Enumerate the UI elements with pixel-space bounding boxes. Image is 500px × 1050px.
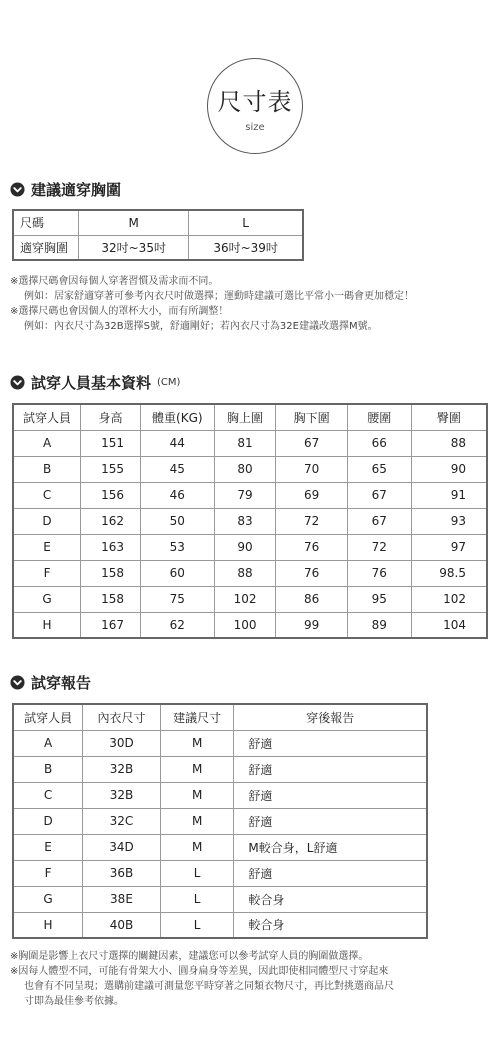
column-header: 胸上圍 [214,404,276,430]
table-cell: 80 [214,456,276,482]
table-cell: 79 [214,482,276,508]
column-header: 內衣尺寸 [83,704,161,730]
table-cell: L [160,886,234,912]
column-header: 穿後報告 [234,704,427,730]
table-cell: 60 [140,560,214,586]
table-row [13,430,487,456]
table-cell: 155 [81,456,141,482]
section-title: 試穿報告 [31,673,92,692]
table-cell: 98.5 [411,560,487,586]
table-cell: 69 [276,482,348,508]
table-cell: 158 [81,586,141,612]
table-cell: M較合身，L舒適 [234,834,427,860]
table-cell: 90 [214,534,276,560]
column-header: 胸下圍 [276,404,348,430]
table-cell: 44 [140,430,214,456]
table-cell: 76 [347,560,411,586]
table-cell: 100 [214,612,276,638]
table-cell: 72 [347,534,411,560]
column-header: 試穿人員 [13,704,83,730]
table-cell: 67 [347,482,411,508]
table-cell: E [13,534,81,560]
table-row [13,730,427,756]
table-cell: 156 [81,482,141,508]
table-cell: 舒適 [234,730,427,756]
section-tester-info-header [10,372,180,392]
table-cell: 86 [276,586,348,612]
title-badge [207,58,303,154]
table-cell: 65 [347,456,411,482]
table-cell: D [13,808,83,834]
table-cell: 45 [140,456,214,482]
table-cell: 76 [276,534,348,560]
column-header: 建議尺寸 [160,704,234,730]
table-row [13,860,427,886]
table-cell: D [13,508,81,534]
table-cell: 較合身 [234,912,427,938]
table-cell: 舒適 [234,860,427,886]
table-cell: H [13,612,81,638]
table-cell: F [13,860,83,886]
table-cell: 舒適 [234,808,427,834]
table-cell: 89 [347,612,411,638]
table-row [13,912,427,938]
table-row [13,586,487,612]
page-title: 尺寸表 [217,88,293,116]
trial-report-table [12,703,428,939]
table-cell: 67 [276,430,348,456]
table-cell: 舒適 [234,782,427,808]
table-cell: M [160,730,234,756]
table-row [13,808,427,834]
table-cell: 72 [276,508,348,534]
note-line: ※選擇尺碼會因每個人穿著習慣及需求而不同。 [10,276,219,287]
table-cell: L [160,912,234,938]
table-cell: 較合身 [234,886,427,912]
table-cell: 尺碼 [13,210,79,235]
table-row [13,210,303,235]
table-cell: A [13,730,83,756]
table-cell: 99 [276,612,348,638]
table-cell: 32B [83,782,161,808]
table-row [13,782,427,808]
table-cell: 30D [83,730,161,756]
table-cell: L [189,210,303,235]
table-cell: 95 [347,586,411,612]
table-cell: G [13,586,81,612]
table-cell: B [13,456,81,482]
table-cell: F [13,560,81,586]
column-header: 體重(KG) [140,404,214,430]
table-cell: 62 [140,612,214,638]
table-cell: 32C [83,808,161,834]
table-cell: 32吋~35吋 [79,235,189,260]
column-header: 腰圍 [347,404,411,430]
note-line: ※胸圍是影響上衣尺寸選擇的關鍵因素，建議您可以參考試穿人員的胸圍做選擇。 [10,951,369,962]
table-cell: 104 [411,612,487,638]
section-trial-report-header [10,672,91,692]
footer-notes [10,949,394,1009]
table-cell: C [13,782,83,808]
table-row [13,834,427,860]
table-cell: 151 [81,430,141,456]
table-cell: A [13,430,81,456]
table-cell: 70 [276,456,348,482]
table-cell: 167 [81,612,141,638]
table-cell: 53 [140,534,214,560]
chevron-down-circle-icon [10,675,25,690]
table-cell: 38E [83,886,161,912]
table-cell: M [160,782,234,808]
table-cell: 90 [411,456,487,482]
note-line: ※因每人體型不同，可能有骨架大小、圓身扁身等差異，因此即使相同體型尺寸穿起來 [10,966,389,977]
table-cell: 81 [214,430,276,456]
table-cell: 34D [83,834,161,860]
table-row [13,612,487,638]
table-header-row [13,404,487,430]
table-cell: 83 [214,508,276,534]
fit-bust-table [12,209,304,261]
table-cell: 76 [276,560,348,586]
table-cell: 66 [347,430,411,456]
table-cell: 75 [140,586,214,612]
table-cell: 162 [81,508,141,534]
table-cell: 88 [411,430,487,456]
table-cell: 91 [411,482,487,508]
table-row [13,756,427,782]
table-cell: H [13,912,83,938]
note-line: ※選擇尺碼也會因個人的罩杯大小，而有所調整！ [10,306,229,317]
table-cell: G [13,886,83,912]
table-cell: 67 [347,508,411,534]
note-line: 寸即為最佳參考依據。 [24,996,124,1007]
table-cell: C [13,482,81,508]
fit-notes [10,274,414,334]
table-cell: 32B [83,756,161,782]
table-cell: 163 [81,534,141,560]
table-cell: 158 [81,560,141,586]
table-cell: 適穿胸圍 [13,235,79,260]
table-cell: 102 [411,586,487,612]
table-cell: 36吋~39吋 [189,235,303,260]
column-header: 身高 [81,404,141,430]
table-cell: M [79,210,189,235]
column-header: 試穿人員 [13,404,81,430]
chevron-down-circle-icon [10,375,25,390]
page-subtitle: size [245,122,265,133]
table-cell: M [160,756,234,782]
table-cell: 97 [411,534,487,560]
table-header-row [13,704,427,730]
chevron-down-circle-icon [10,182,25,197]
table-cell: 102 [214,586,276,612]
table-cell: L [160,860,234,886]
note-line: 例如：內衣尺寸為32B選擇S號，舒適剛好；若內衣尺寸為32E建議改選擇M號。 [24,321,378,332]
section-fit-bust-header [10,179,121,199]
section-unit: (CM) [157,376,181,388]
section-title: 試穿人員基本資料 [31,373,152,392]
table-cell: 40B [83,912,161,938]
table-row [13,235,303,260]
column-header: 臀圍 [411,404,487,430]
table-cell: 88 [214,560,276,586]
table-cell: 50 [140,508,214,534]
table-row [13,508,487,534]
table-cell: B [13,756,83,782]
table-row [13,886,427,912]
table-row [13,482,487,508]
table-cell: 舒適 [234,756,427,782]
table-cell: E [13,834,83,860]
table-cell: 93 [411,508,487,534]
table-cell: 36B [83,860,161,886]
note-line: 例如：居家舒適穿著可參考內衣尺吋做選擇；運動時建議可選比平常小一碼會更加穩定！ [24,291,414,302]
table-cell: M [160,808,234,834]
table-row [13,534,487,560]
note-line: 也會有不同呈現；選購前建議可測量您平時穿著之同類衣物尺寸，再比對挑選商品尺 [24,981,394,992]
table-row [13,456,487,482]
section-title: 建議適穿胸圍 [31,180,122,199]
tester-info-table [12,403,488,639]
table-cell: 46 [140,482,214,508]
table-row [13,560,487,586]
table-cell: M [160,834,234,860]
